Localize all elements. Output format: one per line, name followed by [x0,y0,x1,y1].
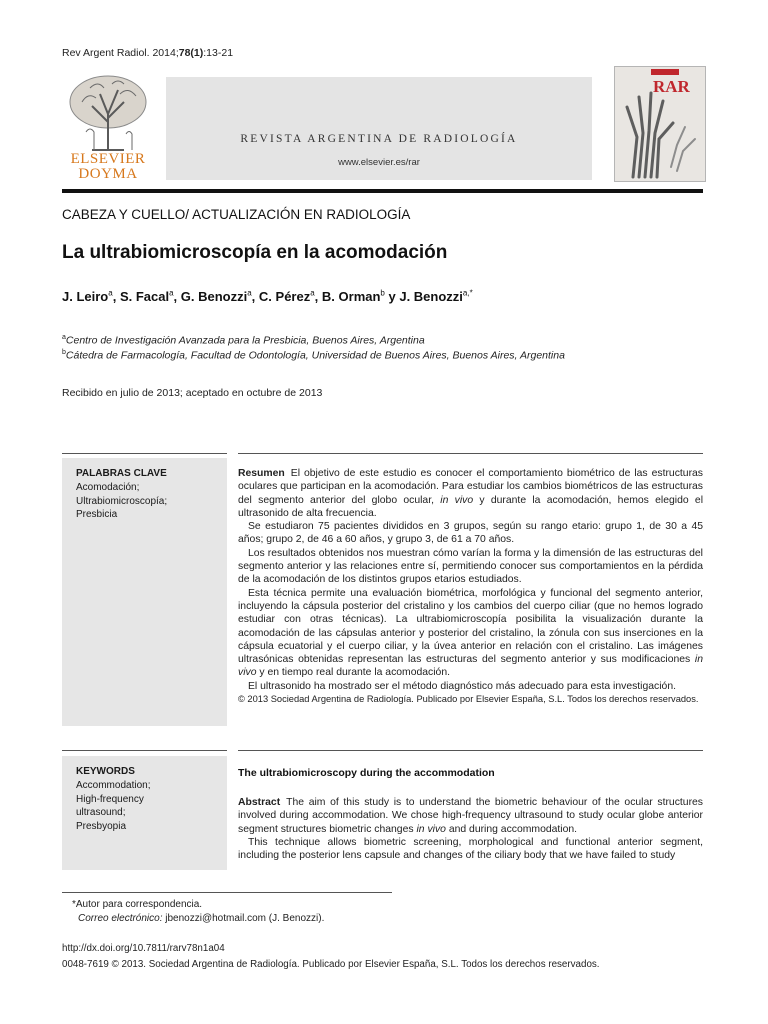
issn-copyright: 0048-7619 © 2013. Sociedad Argentina de Radiología. Publicado por Elsevier España, S.L. Todos los derechos reservados. [62,959,600,970]
affiliation: $^b$Cátedra de Farmacología, Facultad de Odontología, Universidad de Buenos Aires, Buenos Aires, Argentina [62,349,565,362]
header-divider [62,189,703,193]
journal-cover-thumbnail [614,66,706,182]
author: C. Pérez$^a$, [258,289,322,305]
abstract-paragraph: Abstract The aim of this study is to understand the biometric behaviour of the ocular structures involved during accommodation. We chose high-frequency ultrasound to study ocular globe anterior segment structures biometric changes in vivo and during accommodation. [238,797,703,835]
keyword: Presbyopia [76,820,127,832]
cover-title: RAR [653,77,690,96]
tree-icon [62,72,154,152]
author: B. Orman$^b$ y [321,289,400,305]
abstract-en [238,796,703,862]
abstract-paragraph: El ultrasonido ha mostrado ser el método diagnóstico más adecuado para esta investigación. [248,680,676,692]
abstract-paragraph: Los resultados obtenidos nos muestran cómo varían la forma y la dimensión de las estructuras del segmento anterior y las relaciones entre sí, permitiendo conocer sus comportamientos en la pérdida de la acomodación de los distintos grupos etarios estudiados. [238,547,703,586]
keywords-title: PALABRAS CLAVE [76,468,167,479]
keyword: Presbicia [76,509,118,520]
copyright-notice: © 2013 Sociedad Argentina de Radiología. Publicado por Elsevier España, S.L. Todos los derechos reservados. [238,694,699,705]
keyword: High-frequency [76,793,144,805]
citation-pages: :13-21 [203,47,234,59]
author: S. Facal$^a$, [119,289,181,305]
abstract-divider [238,453,703,454]
abstract-paragraph: Se estudiaron 75 pacientes divididos en 3 grupos, según su rango etario: grupo 1, de 30 a 45 años; grupo 2, de 46 a 60 años, y grupo 3, de 61 a 70 años. [238,521,703,546]
article-title: La ultrabiomicroscopía en la acomodación [62,242,448,263]
author: J. Leiro$^a$, [62,289,120,305]
article-section: CABEZA Y CUELLO/ ACTUALIZACIÓN EN RADIOLOGÍA [62,207,411,222]
publisher-name-line1: ELSEVIER [70,151,146,167]
keywords-title: KEYWORDS [76,766,135,777]
keyword: ultrasound; [76,807,126,818]
abstract-label: Resumen [238,468,285,479]
received-dates: Recibido en julio de 2013; aceptado en octubre de 2013 [62,387,323,399]
email-link[interactable]: jbenozzi@hotmail.com (J. Benozzi). [165,913,325,924]
keywords-divider [62,750,227,751]
publisher-name-line2: DOYMA [78,166,138,182]
elsevier-logo [62,72,154,182]
author-list [62,289,473,304]
abstract-label: Abstract [238,797,281,808]
keyword: Acomodación; [76,482,140,493]
english-title: The ultrabiomicroscopy during the accommodation [238,767,495,779]
corresponding-email: Correo electrónico: jbenozzi@hotmail.com (J. Benozzi). [78,913,325,924]
keywords-divider [62,453,227,454]
journal-citation [62,47,233,59]
keywords-box-es [62,458,227,726]
journal-banner [166,77,592,180]
keyword: Ultrabiomicroscopía; [76,495,168,507]
author: G. Benozzi$^a$, [180,289,259,305]
abstract-paragraph: This technique allows biometric screening, morphological and functional anterior segment, including the posterior lens capsule and changes of the ciliary body that we have failed to study [238,836,703,862]
citation-volume: 78(1) [178,47,204,59]
affiliation: $^a$Centro de Investigación Avanzada para la Presbicia, Buenos Aires, Argentina [62,334,425,347]
journal-name: REVISTA ARGENTINA DE RADIOLOGÍA [240,133,518,145]
abstract-divider [238,750,703,751]
journal-url[interactable]: www.elsevier.es/rar [338,157,420,168]
abstract-paragraph: Esta técnica permite una evaluación biométrica, morfológica y funcional del segmento anterior, incluyendo la cápsula posterior del cristalino y los cambios del cuerpo ciliar (que no hemos logrado estudiar con otras técnicas). La ultrabiomicroscopía posibilita la visualización durante la acomodación de las cápsulas anterior y posterior del cristalino, la zónula con sus inserciones en la cápsula ecuatorial y el cuerpo ciliar, y la úvea anterior en relación con el cristalino. Las imágenes ultrasónicas obtenidas representan las estructuras del segmento anterior y sus modificaciones in vivo y en tiempo real durante la acomodación. [238,587,704,679]
keyword: Accommodation; [76,780,151,791]
doi-link[interactable]: http://dx.doi.org/10.7811/rarv78n1a04 [62,943,225,954]
footnote-divider [62,892,392,893]
abstract-es [238,467,703,706]
citation-prefix: Rev Argent Radiol. 2014; [62,47,179,59]
author: J. Benozzi$^{a,*}$ [399,289,473,305]
corresponding-author-note: *Autor para correspondencia. [72,899,203,910]
keywords-box-en [62,756,227,870]
abstract-paragraph: Resumen El objetivo de este estudio es conocer el comportamiento biométrico de las estructuras oculares que participan en la acomodación. Para estudiar los cambios biométricos de las estructuras del segmento anterior del globo ocular, in vivo y durante la acomodación, hemos elegido el ultrasonido de alta frecuencia. [238,468,704,519]
